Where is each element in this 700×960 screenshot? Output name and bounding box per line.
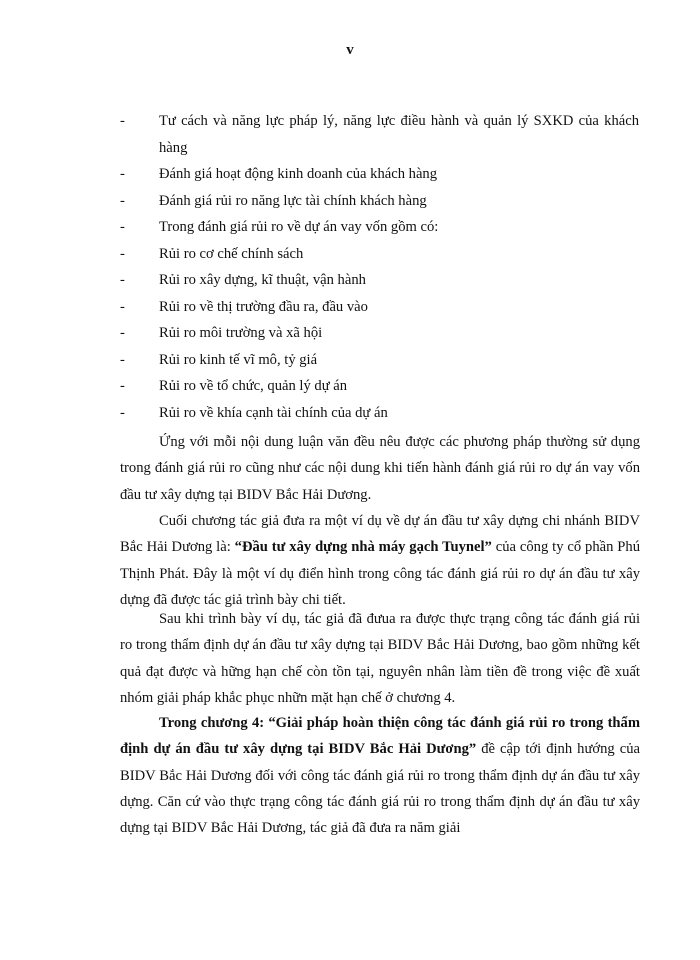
bullet-dash: - — [120, 219, 125, 235]
bullet-dash: - — [120, 378, 125, 394]
bullet-dash: - — [120, 298, 125, 315]
list-item — [0, 108, 700, 161]
bullet-dash: - — [120, 272, 125, 288]
list-item — [0, 161, 700, 188]
list-item-text: Rủi ro về tổ chức, quản lý dự án — [159, 378, 348, 394]
list-item-text: Tư cách và năng lực pháp lý, năng lực điều hành và quản lý SXKD của khách hàng — [159, 113, 639, 156]
list-item — [0, 294, 700, 321]
bullet-dash: - — [120, 113, 125, 129]
paragraph-text-run: của công ty cổ phần Phú Thịnh Phát. Đây là một ví dụ điển hình trong công tác đánh giá rủi ro dự án đầu tư xây dựng đã được tác giả trình bày chi tiết. — [120, 539, 640, 608]
list-item-text: Rủi ro cơ chế chính sách — [159, 245, 304, 262]
paragraph-4 — [120, 710, 640, 841]
list-item-text: Đánh giá rủi ro năng lực tài chính khách hàng — [159, 192, 427, 209]
bullet-dash: - — [120, 166, 125, 182]
paragraph-text — [120, 710, 640, 841]
list-item-text: Rủi ro về khía cạnh tài chính của dự án — [159, 404, 388, 421]
paragraph-text-run: đề cập tới định hướng của BIDV Bắc Hải Dương đối với công tác đánh giá rủi ro trong thẩm định dự án đầu tư xây dựng. Căn cứ vào thực trạng công tác đánh giá rủi ro trong thẩm định dự án đầu tư xây dựng tại BIDV Bắc Hải Dương, tác giả đã đưa ra năm giải — [120, 741, 640, 837]
paragraph-text: Ứng với mỗi nội dung luận văn đều nêu được các phương pháp thường sử dụng trong đánh giá rủi ro cũng như các nội dung khi tiến hành đánh giá rủi ro dự án vay vốn đầu tư xây dựng tại BIDV Bắc Hải Dương. — [120, 434, 640, 503]
paragraph-2 — [120, 508, 640, 613]
list-item-text: Rủi ro môi trường và xã hội — [159, 325, 323, 341]
paragraph-text: Sau khi trình bày ví dụ, tác giả đã đưua ra được thực trạng công tác đánh giá rủi ro trong thẩm định dự án đầu tư xây dựng tại BIDV Bắc Hải Dương, bao gồm những kết quả đạt được và hững hạn chế còn tồn tại, nguyên nhân làm tiền đề trong việc đề xuất nhóm giải pháp khắc phục nhữn mặt hạn chế ở chương 4. — [120, 611, 640, 706]
list-item — [0, 267, 700, 294]
list-item — [0, 373, 700, 400]
list-item — [0, 347, 700, 374]
bullet-dash: - — [120, 245, 125, 262]
paragraph-text — [120, 508, 640, 613]
chapter-title-bold: Trong chương 4: “Giải pháp hoàn thiện công tác đánh giá rủi ro trong thẩm định dự án đầu tư xây dựng tại BIDV Bắc Hải Dương” — [120, 715, 640, 758]
list-item-text: Rủi ro về thị trường đầu ra, đầu vào — [159, 298, 368, 315]
list-item — [0, 241, 700, 268]
page-number: v — [346, 42, 354, 58]
bullet-dash: - — [120, 192, 125, 209]
list-item-text: Đánh giá hoạt động kinh doanh của khách hàng — [159, 166, 438, 182]
list-item-text: Trong đánh giá rủi ro về dự án vay vốn gồm có: — [159, 219, 439, 235]
list-item — [0, 400, 700, 427]
paragraph-1 — [120, 429, 640, 508]
list-item-text: Rủi ro kinh tế vĩ mô, tỷ giá — [159, 351, 318, 368]
project-title-bold: “Đầu tư xây dựng nhà máy gạch Tuynel” — [234, 539, 492, 556]
paragraph-text-run: Cuối chương tác giả đưa ra một ví dụ về dự án đầu tư xây dựng chi nhánh BIDV Bắc Hải Dương là: — [120, 513, 640, 556]
bullet-dash: - — [120, 404, 125, 421]
list-item — [0, 320, 700, 347]
list-item — [0, 214, 700, 241]
bullet-list — [0, 108, 700, 426]
list-item — [0, 188, 700, 215]
bullet-dash: - — [120, 351, 125, 368]
paragraph-3 — [120, 606, 640, 711]
bullet-dash: - — [120, 325, 125, 341]
list-item-text: Rủi ro xây dựng, kĩ thuật, vận hành — [159, 272, 366, 288]
